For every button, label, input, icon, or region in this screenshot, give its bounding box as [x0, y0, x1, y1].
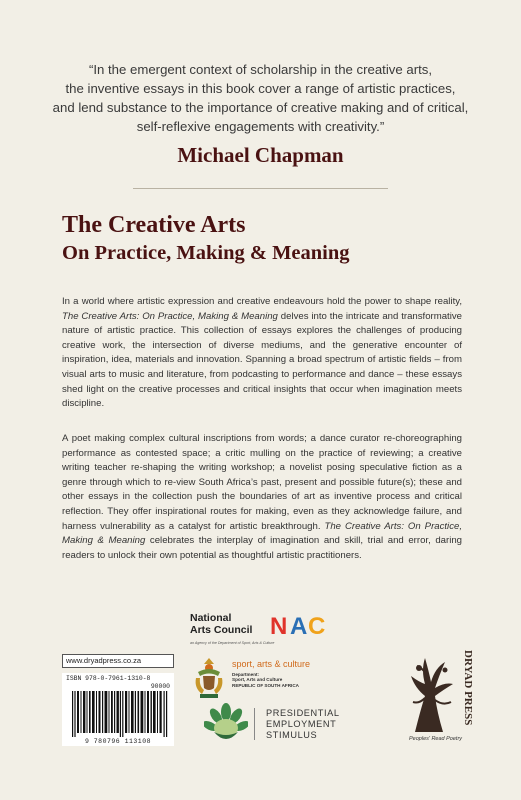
svg-text:DRYAD PRESS: DRYAD PRESS — [462, 650, 474, 726]
dryad-press-logo: DRYAD PRESS Peoples' Read Poetry — [405, 648, 475, 748]
logo-divider — [254, 708, 255, 740]
isbn-barcode — [62, 673, 174, 746]
book-title: The Creative Arts — [62, 212, 246, 238]
book-subtitle: On Practice, Making & Meaning — [62, 242, 350, 264]
presidential-employment-stimulus-logo: PRESIDENTIAL EMPLOYMENT STIMULUS — [204, 702, 364, 746]
book-title-italic: The Creative Arts: On Practice, Making & Meaning — [62, 310, 278, 322]
endorsement-quote — [40, 60, 481, 136]
divider — [133, 188, 388, 189]
quote-line: the inventive essays in this book cover a range of artistic practices, — [65, 81, 456, 96]
barcode-number: 9 780796 113108 — [84, 738, 151, 745]
description-paragraph-1: In a world where artistic expression and creative endeavours hold the power to shape reality, The Creative Arts: On Practice, Making & Meaning delves into the intricate and transformative nature of artistic practice. This collection of essays explores the challenges of producing creative work, the intersection of diverse mediums, and the generative encounter of inspiration, idea, materials and innovation. Spanning a broad spectrum of artistic fields – from visual arts to music and literature, from podcasting to performance and dance – these essays shed light on the creative processes and critical insights that occur when imagination meets discipline. — [62, 296, 462, 410]
svg-text:N: N — [270, 613, 287, 638]
svg-text:C: C — [308, 613, 325, 638]
publisher-website: www.dryadpress.co.za — [62, 654, 174, 668]
svg-text:A: A — [290, 613, 307, 638]
sac-title: sport, arts & culture — [232, 659, 311, 669]
coat-of-arms-icon — [192, 656, 226, 700]
protea-icon — [204, 702, 248, 746]
tree-icon — [405, 648, 475, 736]
quote-line: and lend substance to the importance of creative making and of critical, — [52, 100, 469, 115]
price-code: 90000 — [150, 683, 170, 690]
quote-line: self-reflexive engagements with creativity.” — [136, 119, 385, 134]
description-paragraph-2: A poet making complex cultural inscriptions from words; a dance curator re-choreographing performance as contested space; a critic mulling on the practice of reviewing; a creative writing teacher re-shaping the writing workshop; a novelist posing speculative fiction as a genre through which to re-view South Africa’s past, present and possible future(s); these and other essays in the collection push the boundaries of art as inventive process and critical reflection. They offer inspirational routes for making, even as they acknowledge failure, and harness vulnerability as a catalyst for artistic breakthrough. The Creative Arts: On Practice, Making & Meaning celebrates the interplay of imagination and skill, trial and error, daring readers to unlock their own potential as thoughtful artistic practitioners. — [62, 433, 462, 561]
national-arts-council-logo: National Arts Council N A C an Agency of the Department of Sport, Arts & Culture — [190, 610, 350, 648]
nac-mark-icon — [270, 612, 344, 638]
quote-line: “In the emergent context of scholarship in the creative arts, — [88, 62, 433, 77]
book-title-italic: The Creative Arts: On Practice, Making & Meaning — [62, 520, 462, 547]
quote-author: Michael Chapman — [177, 143, 344, 167]
isbn-text: ISBN 978-0-7961-1310-8 — [66, 675, 151, 682]
barcode-icon — [72, 691, 170, 737]
sport-arts-culture-logo: sport, arts & culture Department: Sport, Arts and Culture REPUBLIC OF SOUTH AFRICA — [192, 656, 362, 704]
